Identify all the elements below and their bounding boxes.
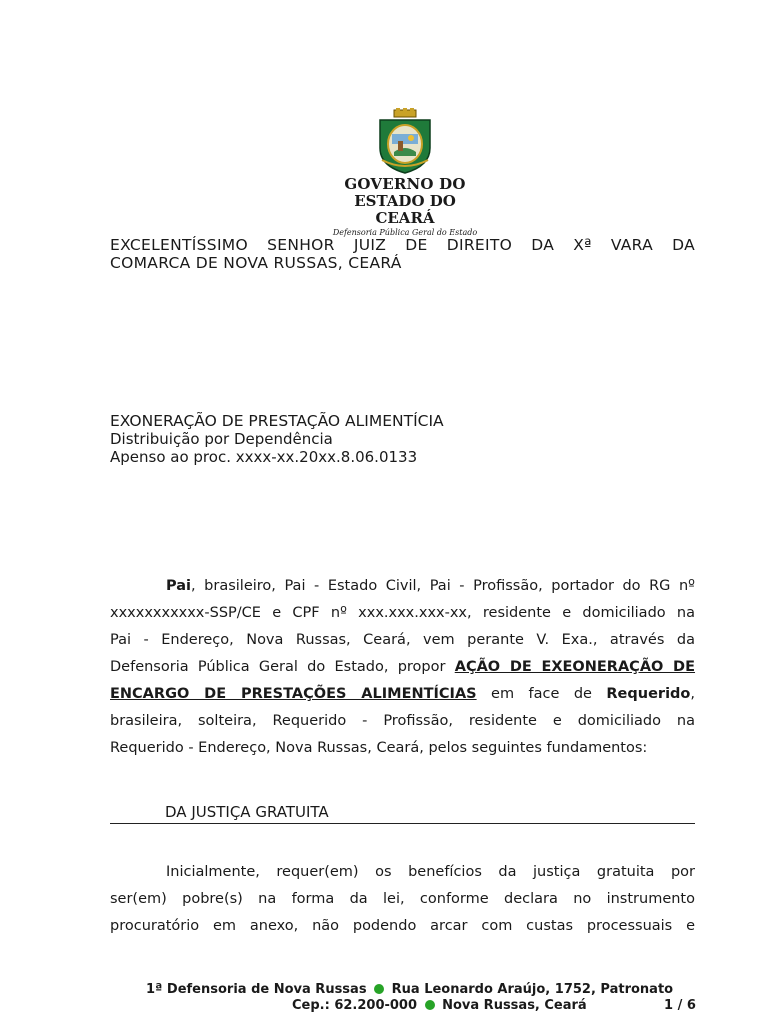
paragraph-line: Requerido - Endereço, Nova Russas, Ceará, pelos seguintes fundamentos: <box>110 740 648 756</box>
action-name-part2: ENCARGO DE PRESTAÇÕES ALIMENTÍCIAS <box>110 686 477 702</box>
free-justice-paragraph <box>110 859 695 940</box>
footer-city: Nova Russas, Ceará <box>442 998 587 1013</box>
paragraph-line: Inicialmente, requer(em) os benefícios da justiça gratuita por <box>166 864 695 880</box>
action-name-part1: AÇÃO DE EXEONERAÇÃO DE <box>454 659 696 675</box>
logo-title-line1: GOVERNO DO <box>344 175 466 193</box>
state-logo <box>330 108 480 239</box>
ceara-crest-icon <box>374 108 436 174</box>
defendant-name: Requerido <box>606 686 691 702</box>
paragraph-line: procuratório em anexo, não podendo arcar com custas processuais e <box>110 918 695 934</box>
court-address <box>110 236 695 272</box>
logo-title-line2: ESTADO DO CEARÁ <box>354 192 456 227</box>
paragraph-line: Defensoria Pública Geral do Estado, propor AÇÃO DE EXEONERAÇÃO DE <box>110 659 696 675</box>
footer-org: 1ª Defensoria de Nova Russas <box>146 982 367 997</box>
case-subtitle-annex: Apenso ao proc. xxxx-xx.20xx.8.06.0133 <box>110 448 418 466</box>
address-line1: EXCELENTÍSSIMO SENHOR JUIZ DE DIREITO DA Xª VARA DA <box>110 236 695 254</box>
paragraph-line: brasileira, solteira, Requerido - Profissão, residente e domiciliado na <box>110 713 695 729</box>
paragraph-line: Pai, brasileiro, Pai - Estado Civil, Pai - Profissão, portador do RG nº <box>166 578 695 594</box>
paragraph-line: xxxxxxxxxxx-SSP/CE e CPF nº xxx.xxx.xxx-xx, residente e domiciliado na <box>110 605 695 621</box>
footer-street: Rua Leonardo Araújo, 1752, Patronato <box>391 982 674 997</box>
section-heading <box>110 803 695 824</box>
green-dot-icon <box>374 984 384 994</box>
logo-subtitle: Defensoria Pública Geral do Estado <box>332 228 478 237</box>
green-dot-icon <box>425 1000 435 1010</box>
footer-cep: Cep.: 62.200-000 <box>292 998 418 1013</box>
paragraph-line: ser(em) pobre(s) na forma da lei, conforme declara no instrumento <box>110 891 695 907</box>
footer-line1 <box>146 982 673 998</box>
section-heading-text: DA JUSTIÇA GRATUITA <box>165 803 329 821</box>
address-line2: COMARCA DE NOVA RUSSAS, CEARÁ <box>110 254 402 272</box>
case-subtitle-distribution: Distribuição por Dependência <box>110 430 333 448</box>
paragraph-line: Pai - Endereço, Nova Russas, Ceará, vem perante V. Exa., através da <box>110 632 695 648</box>
paragraph-line: ENCARGO DE PRESTAÇÕES ALIMENTÍCIAS em face de Requerido, <box>110 686 695 702</box>
qualification-paragraph <box>110 573 695 762</box>
case-title: EXONERAÇÃO DE PRESTAÇÃO ALIMENTÍCIA <box>110 412 444 430</box>
footer-line2 <box>292 998 587 1014</box>
page-number: 1 / 6 <box>664 998 696 1013</box>
plaintiff-name: Pai <box>166 578 191 594</box>
case-title-block <box>110 412 695 466</box>
